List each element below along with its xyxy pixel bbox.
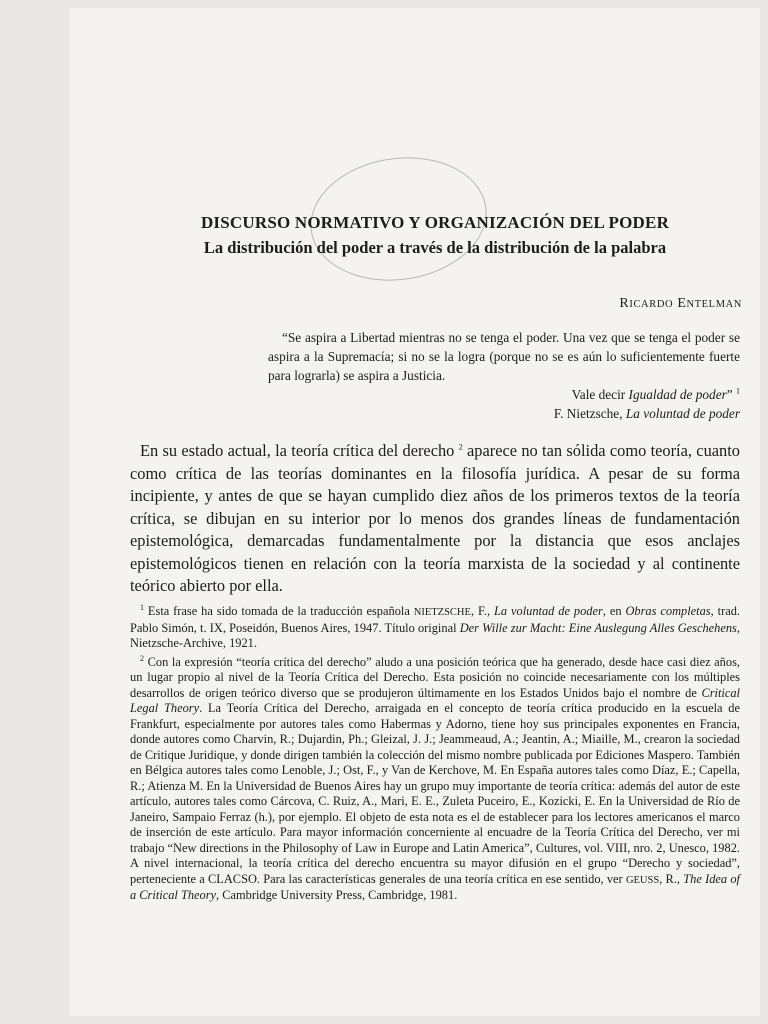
fn1-i1: La voluntad de poder [493,604,603,618]
fn1-c: , en [602,604,626,618]
footnote-2-number: 2 [140,653,144,663]
fn1-e: , Nietzsche-Archive, 1921. [130,620,740,650]
epigraph-vale [268,385,740,404]
fn2-i1: Critical Legal Theory [130,685,740,715]
fn2-a: Con la expresión “teoría crítica del derecho” aludo a una posición teórica que ha generado, desde hace casi diez años, un lugar propio al nivel de la Teoría Crítica del Derecho. Esta posición no coincide necesariamente con los múltiples desarrollos de origen teórico diverso que se produjeron últimamente en los Estados Unidos bajo el nombre de [130,654,740,700]
article-subtitle: La distribución del poder a través de la distribución de la palabra [203,238,667,257]
epigraph-source-prefix: F. Nietzsche, [553,406,626,421]
fn1-a: Esta frase ha sido tomada de la traducción española [144,604,414,618]
author-last-initial: E [677,296,687,311]
footnotes [130,604,740,907]
body-part-1: En su estado actual, la teoría crítica del derecho [140,441,459,460]
footnote-1 [130,604,740,652]
footnote-ref-1[interactable]: 1 [736,386,740,396]
epigraph-source [268,404,740,423]
fn1-b: , F., [470,604,494,618]
author-first-rest: ICARDO [629,299,674,310]
epigraph-vale-suffix: ” [726,387,736,402]
body-paragraph [130,440,740,598]
epigraph-source-italic: La voluntad de poder [625,406,740,421]
fn2-c: , R., [659,871,684,886]
fn2-i2: The Idea of a Critical Theory [130,871,741,902]
author-last-rest: NTELMAN [686,299,742,310]
fn1-i2: Obras completas [625,604,711,618]
body-part-2: aparece no tan sólida como teoría, cuanto como crítica de las teorías dominantes en la filosofía jurídica. A pesar de su forma incipiente, y antes de que se hayan cumplido diez años de los primeros textos de la teoría crítica, se dibujan en su interior por lo menos dos grandes líneas de fundamentación epistemológica, demarcadas fundamentalmente por la distancia que esos anclajes epistemológicos tienen en relación con la teoría marxista de la sociedad y al continente teórico abierto por ella. [130,441,740,595]
fn1-i3: Der Wille zur Macht: Eine Auslegung Alles Geschehens [459,620,737,635]
fn2-b: . La Teoría Crítica del Derecho, arraigada en el concepto de teoría crítica producido en la escuela de Frankfurt, especialmente por autores tales como Habermas y Adorno, tiene hoy sus principales exponentes en Francia, donde autores como Charvin, R.; Dujardin, Ph.; Gleizal, J. J.; Jeammeaud, A.; Jeantin, A.; Miaille, M., crearon la sociedad de Critique Juridique, y donde dirigen también la colección del mismo nombre publicada por Ediciones Maspero. También en Bélgica autores tales como Lenoble, J.; Ost, F., y Van de Kerchove, M. En España autores tales como Díaz, E.; Capella, R.; Atienza M. En la Universidad de Buenos Aires hay un grupo muy importante de teoría crítica: además del autor de este artículo, autores tales como Cárcova, C. Ruiz, A., Mari, E. E., Zuleta Puceiro, E., Kozicki, E. En la Universidad de Río de Janeiro, Sampaio Ferraz (h.), por ejemplo. El objeto de esta nota es el de establecer para los lectores americanos el marco de inserción de este artículo. Para mayor información concerniente al encuadre de la Teoría Crítica del Derecho, ver mi trabajo “New directions in the Philosophy of Law in Europe and Latin America”, Cultures, vol. VIII, nro. 2, Unesco, 1982. A nivel internacional, la teoría crítica del derecho encuentra su mayor difusión en el grupo “Derecho y sociedad”, perteneciente a CLACSO. Para las características generales de una teoría crítica en ese sentido, ver [130,701,740,886]
fn2-sc: GEUSS [625,874,660,886]
epigraph-vale-prefix: Vale decir [571,387,629,402]
document-page [70,8,760,1016]
footnote-ref-2[interactable]: 2 [458,442,463,452]
article-title: DISCURSO NORMATIVO Y ORGANIZACIÓN DEL PODER [200,213,670,232]
epigraph-vale-italic: Igualdad de poder [628,387,727,402]
author-first-initial: R [619,296,630,311]
epigraph-text: “Se aspira a Libertad mientras no se tenga el poder. Una vez que se tenga el poder se aspira a la Supremacía; si no se la logra (porque no se es aún lo suficientemente fuerte para lograrla) se aspira a Justicia. [268,330,740,383]
epigraph [268,328,740,423]
author-name [619,296,742,312]
footnote-2 [130,655,740,904]
fn1-sc: NIETZSCHE [413,607,471,618]
footnote-1-number: 1 [140,602,144,612]
body-text [130,440,740,598]
fn2-d: , Cambridge University Press, Cambridge, 1981. [216,888,458,902]
fn1-d: , trad. Pablo Simón, t. IX, Poseidón, Buenos Aires, 1947. Título original [130,604,741,635]
